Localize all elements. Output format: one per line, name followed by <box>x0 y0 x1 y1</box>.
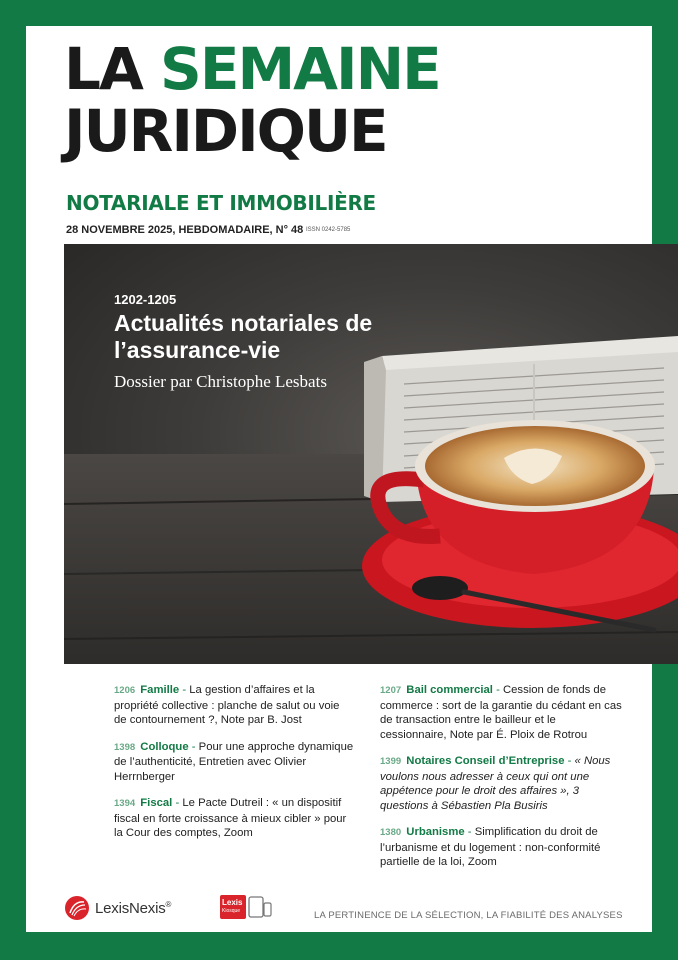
tablet-icon <box>249 897 263 917</box>
dash: - <box>464 826 475 838</box>
dash: - <box>564 755 575 767</box>
article-number: 1207 <box>380 685 402 696</box>
dash: - <box>179 684 190 696</box>
article-item <box>380 825 624 870</box>
article-number: 1380 <box>380 827 402 838</box>
cover-page <box>26 26 652 932</box>
article-text: Simplification du droit de l’urbanisme et du logement : non-conformité partielle de la loi, Zoom <box>380 826 601 868</box>
article-number: 1399 <box>380 756 402 767</box>
lexis-kiosque-logo <box>220 895 246 919</box>
devices-icon <box>248 895 272 919</box>
article-text: Pour une approche dynamique de l’authenticité, Entretien avec Olivier Herrnberger <box>114 740 354 783</box>
spoon-bowl <box>412 576 468 600</box>
issn: ISSN 0242-5785 <box>306 227 351 233</box>
cover-photo <box>64 244 678 664</box>
article-text: La gestion d’affaires et la propriété collective : planche de salut ou voie de contournement ?, Note par B. Jost <box>114 684 340 726</box>
coffee-cup-illustration <box>64 244 678 664</box>
article-category: Notaires Conseil d’Entreprise <box>406 755 565 767</box>
lexisnexis-logo <box>64 895 171 921</box>
kiosque-line1: Lexis <box>222 898 243 907</box>
article-text: Le Pacte Dutreil : « un dispositif fiscal en forte croissance à mieux cibler » pour la Cour des comptes, Zoom <box>114 797 347 839</box>
article-item <box>114 796 354 841</box>
article-number: 1394 <box>114 798 136 809</box>
dossier-number: 1202-1205 <box>114 292 177 307</box>
publisher-text: LexisNexis <box>95 899 166 917</box>
article-number: 1206 <box>114 685 136 696</box>
articles-right-column <box>380 683 624 882</box>
edition-subtitle: NOTARIALE ET IMMOBILIÈRE <box>66 191 376 215</box>
article-number: 1398 <box>114 741 136 753</box>
dash: - <box>188 740 199 753</box>
article-text: Cession de fonds de commerce : sort de la garantie du cédant en cas de transaction entre le bailleur et le cessionnaire, Note par É. Ploix de Rotrou <box>380 684 622 741</box>
masthead-line1 <box>64 35 440 103</box>
article-category: Fiscal <box>140 797 173 809</box>
dossier-title: Actualités notariales de l’assurance-vie <box>114 310 373 363</box>
article-category: Urbanisme <box>406 826 465 838</box>
masthead-la: LA <box>64 35 161 103</box>
lexisnexis-logo-icon <box>64 895 90 921</box>
article-category: Colloque <box>140 740 189 753</box>
articles-left-column <box>114 683 354 853</box>
article-item <box>114 683 354 728</box>
registered-mark: ® <box>165 899 172 909</box>
dossier-author: Dossier par Christophe Lesbats <box>114 372 327 391</box>
article-item <box>380 683 624 742</box>
tagline: LA PERTINENCE DE LA SÉLECTION, LA FIABILITÉ DES ANALYSES <box>314 910 623 921</box>
issue-date: 28 NOVEMBRE 2025, HEBDOMADAIRE, N° 48 <box>66 224 304 236</box>
dash: - <box>172 797 183 809</box>
masthead-semaine: SEMAINE <box>160 35 440 103</box>
article-item <box>114 740 354 785</box>
publisher-name <box>95 900 171 917</box>
masthead-line2: JURIDIQUE <box>64 97 387 165</box>
article-category: Famille <box>140 684 180 696</box>
article-item <box>380 754 624 813</box>
phone-icon <box>264 903 271 916</box>
dash: - <box>492 684 503 696</box>
kiosque-line2: Kiosque <box>222 908 241 914</box>
article-text: « Nous voulons nous adresser à ceux qui ont une appétence pour le droit des affaires », 3 questions à Sébastien Pla Busiris <box>380 755 611 812</box>
article-category: Bail commercial <box>406 684 493 696</box>
